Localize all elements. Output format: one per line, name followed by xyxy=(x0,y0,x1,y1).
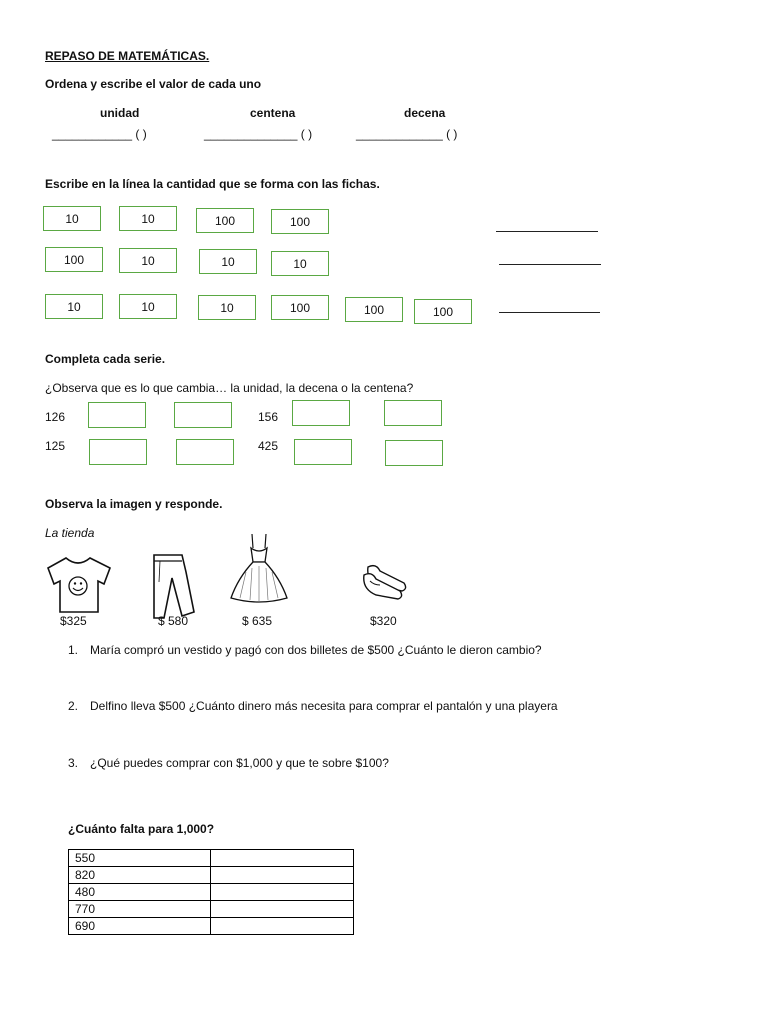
shoes-icon xyxy=(360,563,410,603)
series-answer-box[interactable] xyxy=(292,400,350,426)
dress-icon xyxy=(228,532,290,604)
chip: 100 xyxy=(196,208,254,233)
table-cell-answer[interactable] xyxy=(211,901,354,918)
table-row xyxy=(69,850,354,867)
chip: 100 xyxy=(45,247,103,272)
series-answer-box[interactable] xyxy=(89,439,147,465)
table-cell-answer[interactable] xyxy=(211,867,354,884)
section4-title: Observa la imagen y responde. xyxy=(45,497,223,511)
series-answer-box[interactable] xyxy=(174,402,232,428)
table-cell-answer[interactable] xyxy=(211,850,354,867)
table-cell-value: 480 xyxy=(69,884,211,901)
answer-blank-2[interactable]: ______________ ( ) xyxy=(204,127,313,141)
pants-icon xyxy=(148,552,198,620)
price-tshirt: $325 xyxy=(60,614,87,628)
answer-line-row3[interactable] xyxy=(499,312,600,313)
table-cell-value: 550 xyxy=(69,850,211,867)
table-cell-answer[interactable] xyxy=(211,884,354,901)
series-start: 156 xyxy=(258,410,279,424)
series-answer-box[interactable] xyxy=(176,439,234,465)
chip: 10 xyxy=(119,294,177,319)
price-dress: $ 635 xyxy=(242,614,273,628)
price-pants: $ 580 xyxy=(158,614,189,628)
section1-instruction: Ordena y escribe el valor de cada uno xyxy=(45,77,262,91)
chip: 10 xyxy=(119,206,177,231)
section4-subtitle: La tienda xyxy=(45,526,95,540)
series-start: 126 xyxy=(45,410,66,424)
chip: 100 xyxy=(271,295,329,320)
chip: 100 xyxy=(345,297,403,322)
table-row xyxy=(69,867,354,884)
chip: 10 xyxy=(199,249,257,274)
series-answer-box[interactable] xyxy=(385,440,443,466)
answer-blank-1[interactable]: ____________ ( ) xyxy=(52,127,147,141)
table-row xyxy=(69,918,354,935)
series-answer-box[interactable] xyxy=(294,439,352,465)
section3-title: Completa cada serie. xyxy=(45,352,166,366)
chip: 100 xyxy=(414,299,472,324)
series-start: 125 xyxy=(45,439,66,453)
question-text: ¿Qué puedes comprar con $1,000 y que te sobre $100? xyxy=(90,756,389,770)
price-shoes: $320 xyxy=(370,614,397,628)
section2-instruction: Escribe en la línea la cantidad que se forma con las fichas. xyxy=(45,177,380,191)
section3-question: ¿Observa que es lo que cambia… la unidad, la decena o la centena? xyxy=(45,381,414,395)
series-answer-box[interactable] xyxy=(384,400,442,426)
table-cell-value: 770 xyxy=(69,901,211,918)
word-decena: decena xyxy=(404,106,446,120)
section5-title: ¿Cuánto falta para 1,000? xyxy=(68,822,215,836)
chip: 100 xyxy=(271,209,329,234)
chip: 10 xyxy=(119,248,177,273)
chip: 10 xyxy=(45,294,103,319)
page-title: REPASO DE MATEMÁTICAS. xyxy=(45,49,210,63)
chip: 10 xyxy=(43,206,101,231)
table-cell-answer[interactable] xyxy=(211,918,354,935)
tshirt-icon xyxy=(44,554,112,616)
question-text: María compró un vestido y pagó con dos billetes de $500 ¿Cuánto le dieron cambio? xyxy=(90,643,542,657)
series-answer-box[interactable] xyxy=(88,402,146,428)
answer-blank-3[interactable]: _____________ ( ) xyxy=(356,127,458,141)
question-number: 2. xyxy=(68,699,79,713)
table-row xyxy=(69,901,354,918)
question-number: 3. xyxy=(68,756,79,770)
question-text: Delfino lleva $500 ¿Cuánto dinero más necesita para comprar el pantalón y una playera xyxy=(90,699,558,713)
table-row xyxy=(69,884,354,901)
word-centena: centena xyxy=(250,106,296,120)
table-cell-value: 820 xyxy=(69,867,211,884)
answer-line-row1[interactable] xyxy=(496,231,598,232)
question-number: 1. xyxy=(68,643,79,657)
answer-line-row2[interactable] xyxy=(499,264,601,265)
chip: 10 xyxy=(271,251,329,276)
series-start: 425 xyxy=(258,439,279,453)
word-unidad: unidad xyxy=(100,106,140,120)
missing-to-1000-table xyxy=(68,849,354,935)
table-cell-value: 690 xyxy=(69,918,211,935)
chip: 10 xyxy=(198,295,256,320)
